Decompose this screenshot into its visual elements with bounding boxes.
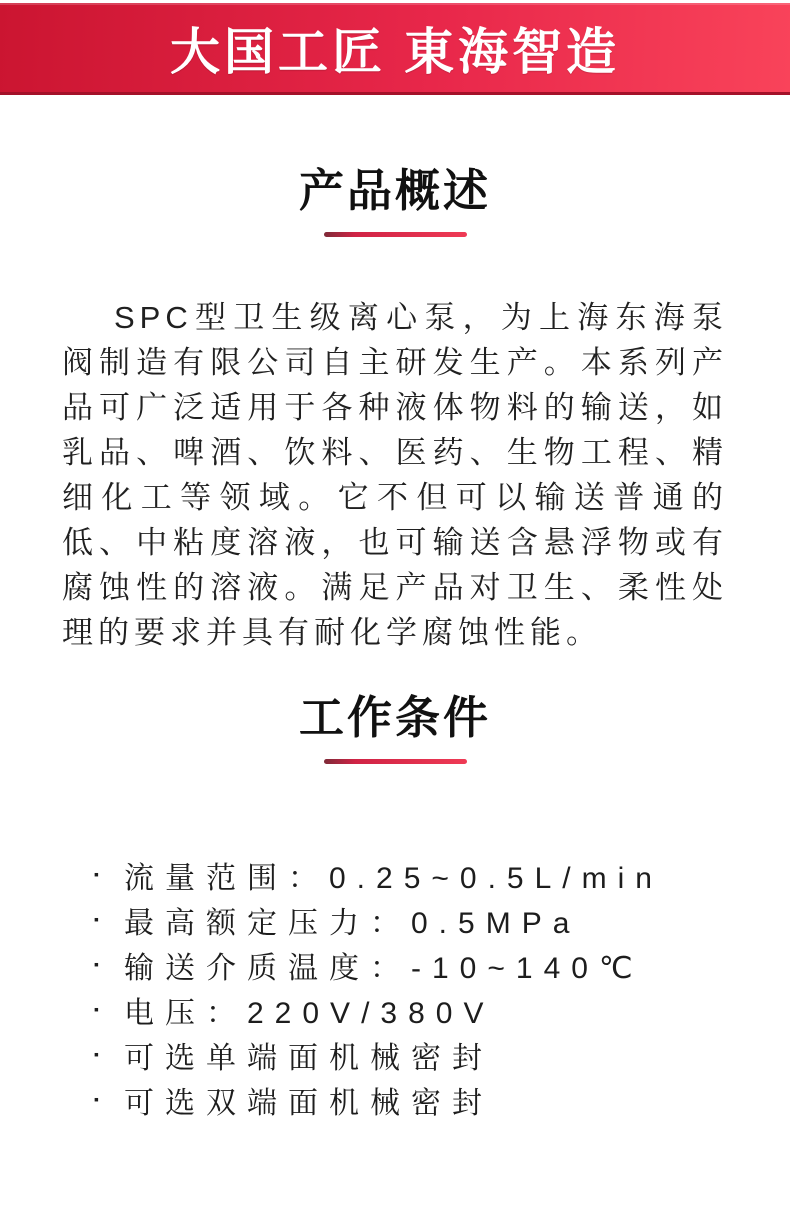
spec-item-flow-range <box>94 852 790 897</box>
spec-item-label: 可选单端面机械密封 <box>124 1041 493 1075</box>
spec-item-max-pressure <box>94 897 790 942</box>
spec-item-label: 最高额定压力：0.5MPa <box>124 906 581 940</box>
bullet-dot-icon: ▪ <box>94 911 99 927</box>
bullet-dot-icon: ▪ <box>94 1046 99 1062</box>
bullet-dot-icon: ▪ <box>94 866 99 882</box>
title-underline <box>324 232 467 237</box>
bullet-dot-icon: ▪ <box>94 1091 99 1107</box>
conditions-section-title: 工作条件 <box>298 692 491 743</box>
bullet-dot-icon: ▪ <box>94 956 99 972</box>
section-working-conditions <box>0 690 790 1122</box>
brand-banner <box>0 3 790 95</box>
spec-item-double-mechanical-seal <box>94 1077 790 1122</box>
spec-item-label: 输送介质温度：-10~140℃ <box>124 951 644 985</box>
overview-section-title: 产品概述 <box>298 165 491 216</box>
spec-item-label: 流量范围：0.25~0.5L/min <box>124 861 663 895</box>
spec-item-single-mechanical-seal <box>94 1032 790 1077</box>
spec-item-voltage <box>94 987 790 1032</box>
banner-title: 大国工匠 東海智造 <box>170 23 620 80</box>
product-detail-page <box>0 3 790 1216</box>
spec-list <box>94 852 790 1122</box>
overview-paragraph: SPC型卫生级离心泵，为上海东海泵阀制造有限公司自主研发生产。本系列产品可广泛适用于各种液体物料的输送，如乳品、啤酒、饮料、医药、生物工程、精细化工等领域。它不但可以输送普通的低、中粘度溶液，也可输送含悬浮物或有腐蚀性的溶液。满足产品对卫生、柔性处理的要求并具有耐化学腐蚀性能。 <box>62 300 728 650</box>
title-underline <box>324 759 467 764</box>
spec-item-label: 可选双端面机械密封 <box>124 1086 493 1120</box>
spec-item-label: 电压：220V/380V <box>124 996 495 1030</box>
bullet-dot-icon: ▪ <box>94 1001 99 1017</box>
section-product-overview <box>0 163 790 655</box>
spec-item-medium-temperature <box>94 942 790 987</box>
